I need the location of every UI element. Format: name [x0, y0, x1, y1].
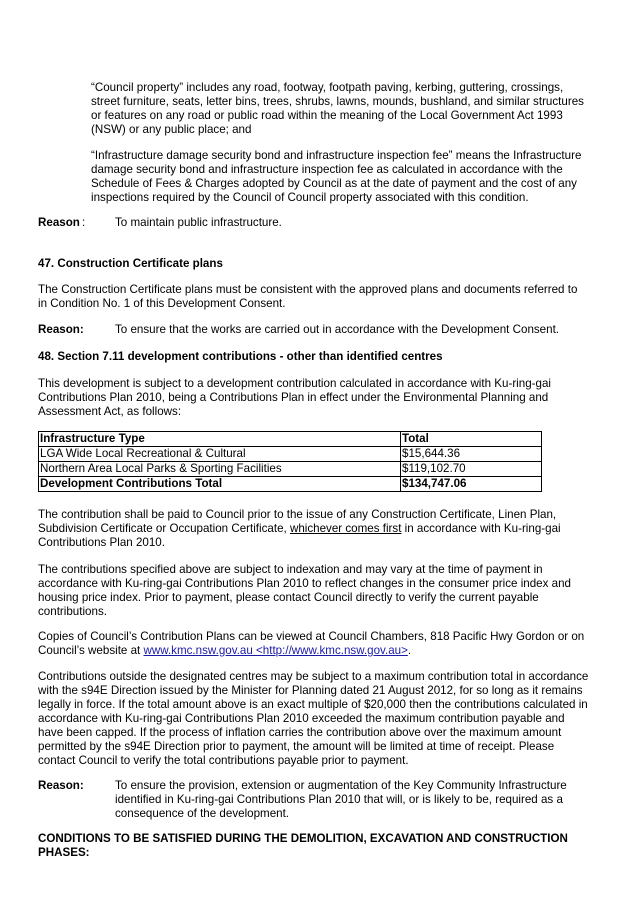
- text-line: [38, 522, 561, 537]
- text-line: accordance with Ku-ring-gai Contributions Plan 2010 to reflect changes in the consumer price index and: [38, 577, 571, 590]
- text-line: “Infrastructure damage security bond and infrastructure inspection fee” means the Infrastructure: [91, 149, 582, 162]
- text-line: The contribution shall be paid to Council prior to the issue of any Construction Certificate, Linen Plan,: [38, 508, 557, 521]
- text-line: Contributions outside the designated centres may be subject to a maximum contribution total in accordance: [38, 670, 589, 683]
- reason-label: Reason:: [38, 779, 84, 792]
- reason-text: consequence of the development.: [115, 807, 290, 820]
- text-line: [38, 644, 411, 659]
- section-heading: CONDITIONS TO BE SATISFIED DURING THE DEMOLITION, EXCAVATION AND CONSTRUCTION: [38, 832, 568, 845]
- section-heading: PHASES:: [38, 846, 90, 859]
- table-cell: $134,747.06: [401, 477, 542, 492]
- table-cell: Northern Area Local Parks & Sporting Facilities: [39, 462, 401, 477]
- table-cell: LGA Wide Local Recreational & Cultural: [39, 447, 401, 462]
- text-line: accordance with Ku-ring-gai Contributions Plan 2010 exceeded the maximum contribution payable and: [38, 712, 565, 725]
- table-header-cell: Infrastructure Type: [39, 432, 401, 447]
- text-line: housing price index. Prior to payment, please contact Council directly to verify the current payable: [38, 591, 539, 604]
- reason-text: identified in Ku-ring-gai Contributions Plan 2010 that will, or is likely to be, required as a: [115, 793, 563, 806]
- table-total-row: [39, 477, 542, 492]
- table-cell: Development Contributions Total: [39, 477, 401, 492]
- text-line: or features on any road or public road within the meaning of the Local Government Act 1993: [91, 109, 563, 122]
- text-line: Contributions Plan 2010.: [38, 536, 165, 549]
- text-line: damage security bond and infrastructure inspection fee as calculated in accordance with the: [91, 163, 563, 176]
- text-line: have been capped. If the process of inflation carries the contribution above over the maximum amount: [38, 726, 562, 739]
- condition-47-heading: 47. Construction Certificate plans: [38, 257, 223, 270]
- table-row: [39, 447, 542, 462]
- text-line: inspections required by the Council of Council property associated with this condition.: [91, 191, 529, 204]
- contributions-table: [38, 431, 542, 492]
- text-line: This development is subject to a development contribution calculated in accordance with Ku-ring-gai: [38, 377, 551, 390]
- text-span: Council’s website at: [38, 644, 144, 657]
- text-line: Contributions Plan 2010, being a Contributions Plan in effect under the Environmental Planning and: [38, 391, 549, 404]
- text-line: street furniture, seats, letter bins, trees, shrubs, lawns, mounds, bushland, and similar structures: [91, 95, 584, 108]
- text-line: Schedule of Fees & Charges adopted by Council as at the date of payment and the cost of any: [91, 177, 577, 190]
- reason-colon: :: [82, 216, 86, 229]
- table-header-row: [39, 432, 542, 447]
- text-line: (NSW) or any public place; and: [91, 123, 252, 136]
- text-line: Copies of Council’s Contribution Plans can be viewed at Council Chambers, 818 Pacific Hwy Gordon or on: [38, 630, 585, 643]
- reason-label: Reason:: [38, 323, 84, 336]
- text-line: legally in force. If the total amount above is an exact multiple of $20,000 then the contributions calculated in: [38, 698, 588, 711]
- underlined-text: whichever comes first: [289, 522, 402, 535]
- reason-text: To maintain public infrastructure.: [115, 216, 282, 229]
- reason-label: Reason: [38, 216, 80, 229]
- table-cell: $15,644.36: [401, 447, 542, 462]
- reason-text: To ensure that the works are carried out in accordance with the Development Consent.: [115, 323, 560, 336]
- text-span: Subdivision Certificate or Occupation Certificate,: [38, 522, 290, 535]
- reason-text: To ensure the provision, extension or augmentation of the Key Community Infrastructure: [115, 779, 567, 792]
- text-line: “Council property” includes any road, footway, footpath paving, kerbing, guttering, crossings,: [91, 81, 564, 94]
- condition-48-heading: 48. Section 7.11 development contributions - other than identified centres: [38, 350, 443, 363]
- text-line: The Construction Certificate plans must be consistent with the approved plans and documents referred to: [38, 283, 578, 296]
- text-line: contributions.: [38, 605, 107, 618]
- council-website-link[interactable]: www.kmc.nsw.gov.au <http://www.kmc.nsw.gov.au>: [143, 644, 408, 657]
- table-cell: $119,102.70: [401, 462, 542, 477]
- text-span: .: [407, 644, 412, 657]
- table-row: [39, 462, 542, 477]
- table-header-cell: Total: [401, 432, 542, 447]
- text-line: in Condition No. 1 of this Development Consent.: [38, 297, 286, 310]
- text-line: The contributions specified above are subject to indexation and may vary at the time of payment in: [38, 563, 543, 576]
- text-line: contact Council to verify the total contributions payable prior to payment.: [38, 754, 409, 767]
- text-line: with the s94E Direction issued by the Minister for Planning dated 21 August 2012, for so long as it remains: [38, 684, 583, 697]
- text-line: Assessment Act, as follows:: [38, 405, 182, 418]
- text-line: permitted by the s94E Direction prior to payment, the amount will be limited at time of receipt. Please: [38, 740, 555, 753]
- text-span: in accordance with Ku-ring-gai: [401, 522, 561, 535]
